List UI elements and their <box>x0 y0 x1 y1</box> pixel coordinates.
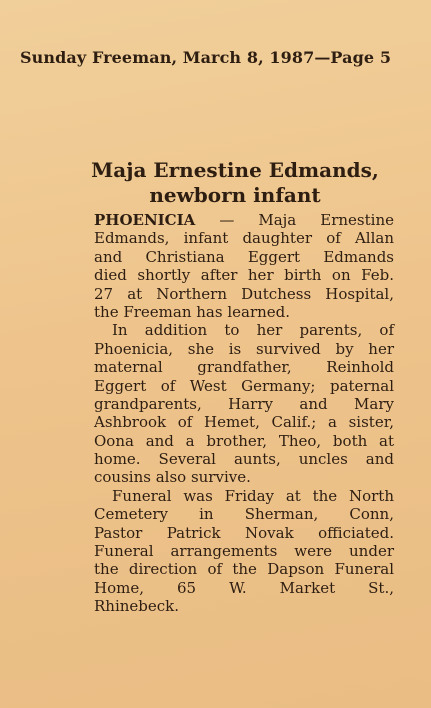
story-line: grandparents, Harry and Mary <box>94 394 394 413</box>
story-line: Eggert of West Germany; paternal <box>94 376 394 395</box>
story-line: Funeral was Friday at the North <box>112 486 394 505</box>
story-line: died shortly after her birth on Feb. <box>94 266 394 285</box>
headline <box>60 158 410 208</box>
story-line: Cemetery in Sherman, Conn, <box>94 505 394 524</box>
story-line: home. Several aunts, uncles and <box>94 450 394 469</box>
story-line: Home, 65 W. Market St., <box>94 578 394 597</box>
story-line: Oona and a brother, Theo, both at <box>94 431 394 450</box>
obituary-body <box>94 211 394 616</box>
story-line: the Freeman has learned. <box>94 302 291 321</box>
dateline-place: PHOENICIA <box>94 211 196 229</box>
story-line: Funeral arrangements were under <box>94 542 394 561</box>
story-line: Edmands, infant daughter of Allan <box>94 229 394 248</box>
lead-text: — Maja Ernestine <box>195 211 394 229</box>
headline-line-2: newborn infant <box>149 183 321 207</box>
story-line: Phoenicia, she is survived by her <box>94 339 394 358</box>
story-line: Rhinebeck. <box>94 597 180 616</box>
story-line-lead <box>94 211 394 229</box>
story-line: 27 at Northern Dutchess Hospital, <box>94 284 394 303</box>
story-line: maternal grandfather, Reinhold <box>94 358 394 377</box>
story-line: the direction of the Dapson Funeral <box>94 560 394 579</box>
story-line: Ashbrook of Hemet, Calif.; a sister, <box>94 413 394 432</box>
story-line: In addition to her parents, of <box>112 321 394 340</box>
story-line: cousins also survive. <box>94 468 251 487</box>
story-line: and Christiana Eggert Edmands <box>94 247 394 266</box>
headline-line-1: Maja Ernestine Edmands, <box>91 158 379 182</box>
story-line: Pastor Patrick Novak officiated. <box>94 523 394 542</box>
dateline: Sunday Freeman, March 8, 1987—Page 5 <box>20 48 392 67</box>
